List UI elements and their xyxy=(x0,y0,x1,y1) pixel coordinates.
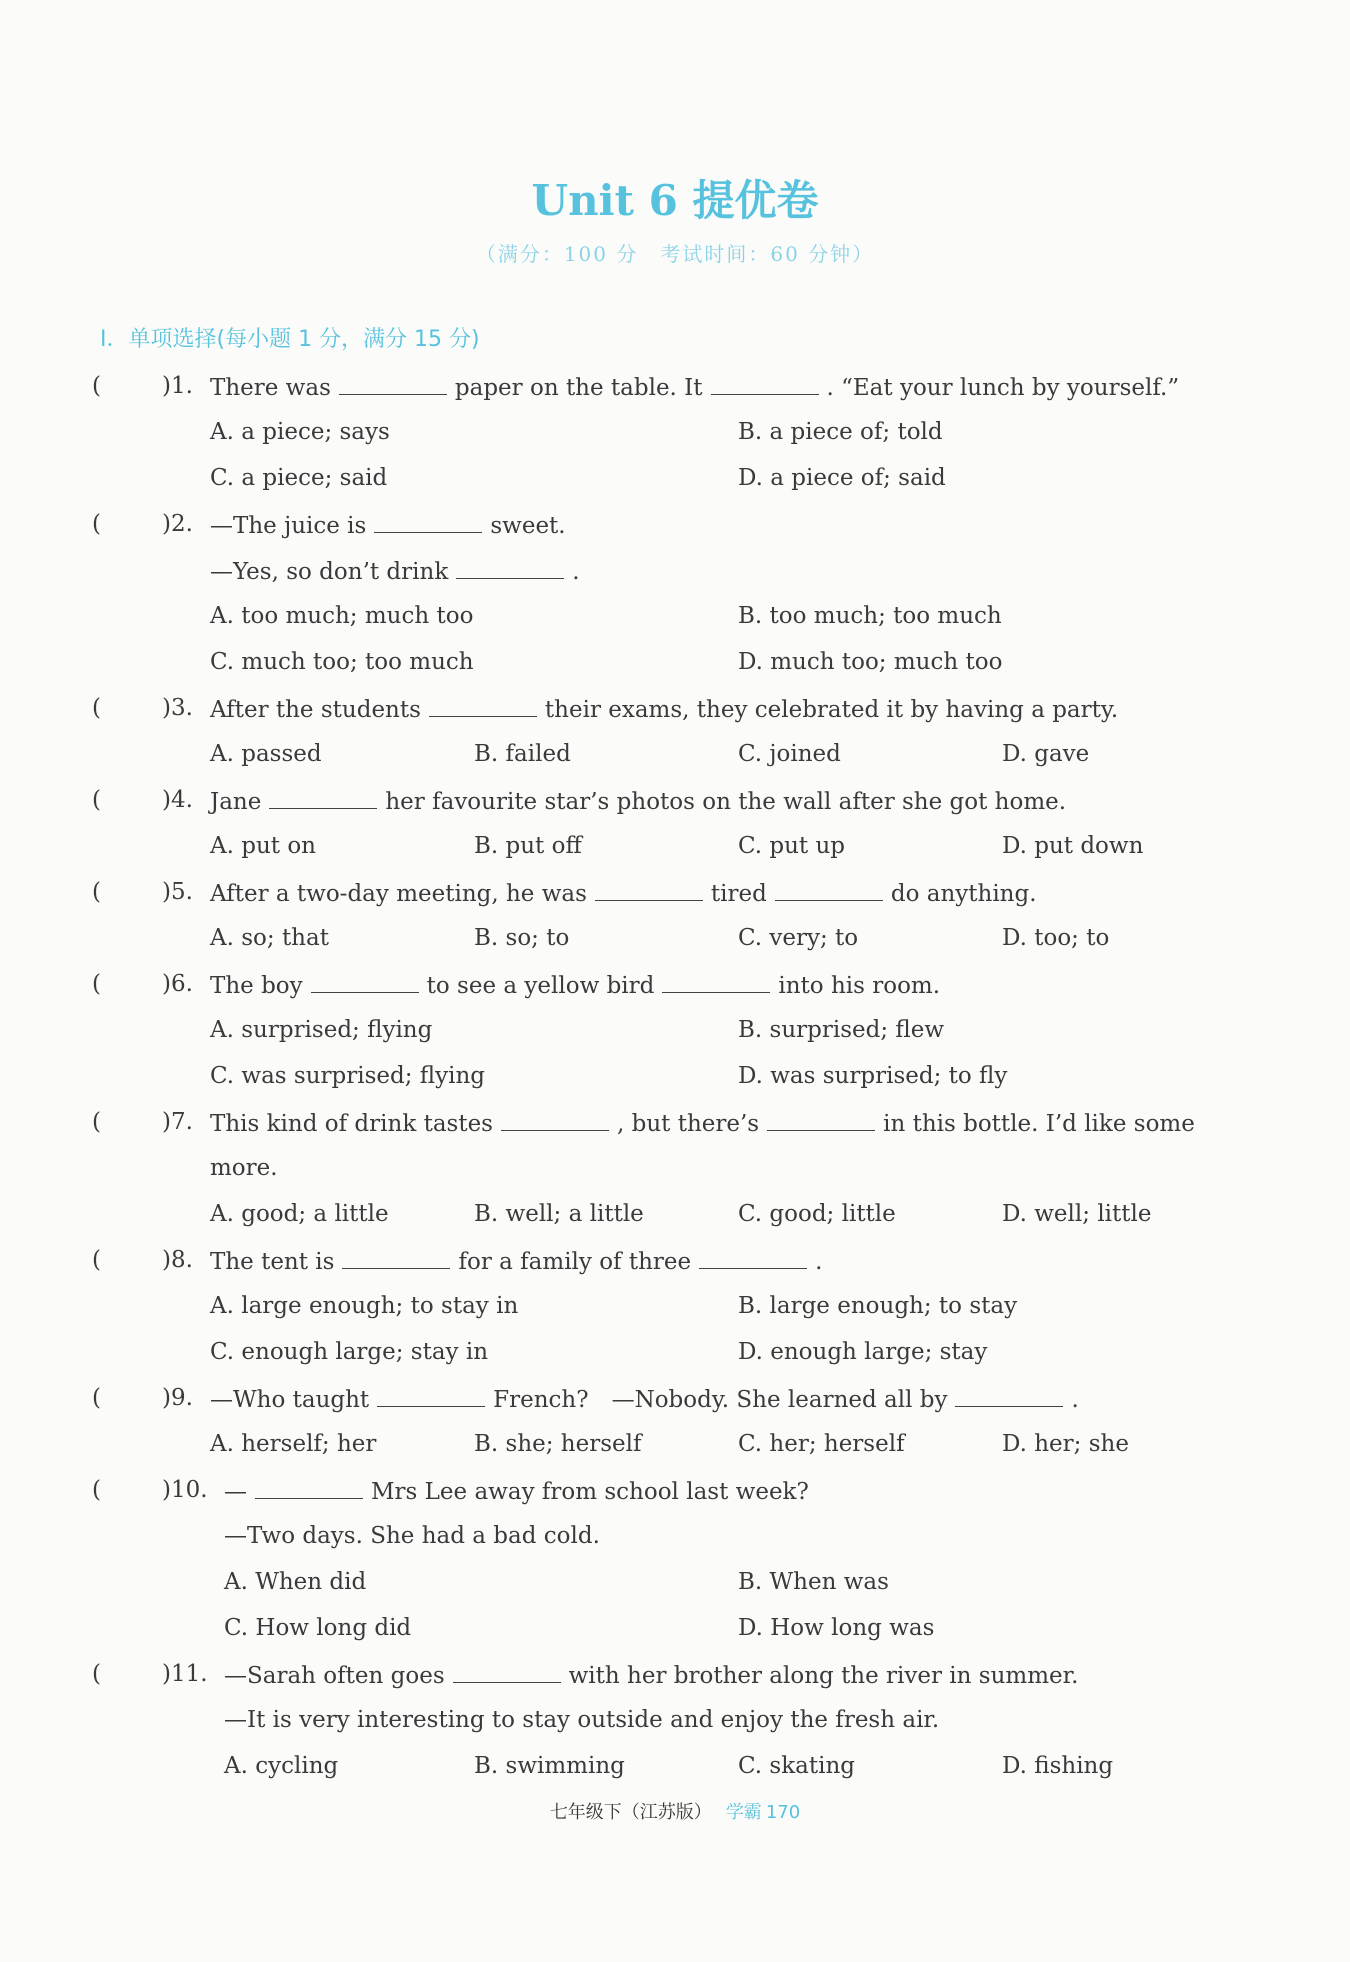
option-d[interactable]: D. fishing xyxy=(1002,1753,1114,1779)
answer-paren: ( xyxy=(92,1109,101,1135)
option-a[interactable]: A. surprised; flying xyxy=(210,1017,433,1043)
option-a[interactable]: A. large enough; to stay in xyxy=(210,1293,519,1319)
option-a[interactable]: A. so; that xyxy=(210,925,329,951)
answer-blank[interactable] xyxy=(711,368,819,395)
option-d[interactable]: D. gave xyxy=(1002,741,1090,767)
option-d[interactable]: D. much too; much too xyxy=(738,649,1003,675)
option-a[interactable]: A. too much; much too xyxy=(210,603,474,629)
option-d[interactable]: D. too; to xyxy=(1002,925,1110,951)
question-number: )4. xyxy=(162,787,193,813)
answer-paren: ( xyxy=(92,695,101,721)
footer-grade: 七年级下（江苏版） xyxy=(549,1802,712,1823)
answer-paren: ( xyxy=(92,1661,101,1687)
option-a[interactable]: A. put on xyxy=(210,833,316,859)
page-title: Unit 6 提优卷 xyxy=(531,176,819,225)
question-text: This kind of drink tastes , but there’s in this bottle. I’d like some xyxy=(210,1104,1195,1142)
option-a[interactable]: A. passed xyxy=(210,741,322,767)
answer-paren: ( xyxy=(92,1385,101,1411)
answer-blank[interactable] xyxy=(456,552,564,579)
answer-paren: ( xyxy=(92,373,101,399)
option-c[interactable]: C. skating xyxy=(738,1753,855,1779)
question-text: —Who taught French? —Nobody. She learned all by . xyxy=(210,1380,1079,1418)
answer-blank[interactable] xyxy=(429,690,537,717)
option-d[interactable]: D. a piece of; said xyxy=(738,465,946,491)
answer-blank[interactable] xyxy=(311,966,419,993)
question-text: —Sarah often goes with her brother along the river in summer. xyxy=(224,1656,1078,1694)
option-a[interactable]: A. good; a little xyxy=(210,1201,389,1227)
answer-blank[interactable] xyxy=(269,782,377,809)
option-c[interactable]: C. was surprised; flying xyxy=(210,1063,486,1089)
option-b[interactable]: B. well; a little xyxy=(474,1201,644,1227)
page-footer xyxy=(0,1798,1350,1824)
question-number: )6. xyxy=(162,971,193,997)
option-c[interactable]: C. How long did xyxy=(224,1615,412,1641)
option-b[interactable]: B. large enough; to stay xyxy=(738,1293,1018,1319)
question-line-2: —Yes, so don’t drink . xyxy=(210,552,580,590)
answer-blank[interactable] xyxy=(955,1380,1063,1407)
answer-blank[interactable] xyxy=(767,1104,875,1131)
question-9 xyxy=(92,1380,1292,1416)
answer-blank[interactable] xyxy=(775,874,883,901)
option-c[interactable]: C. a piece; said xyxy=(210,465,388,491)
question-1 xyxy=(92,368,1292,404)
question-text: After a two-day meeting, he was tired do anything. xyxy=(210,874,1037,912)
option-d[interactable]: D. her; she xyxy=(1002,1431,1129,1457)
question-3 xyxy=(92,690,1292,726)
question-11 xyxy=(92,1656,1292,1692)
answer-blank[interactable] xyxy=(453,1656,561,1683)
option-b[interactable]: B. swimming xyxy=(474,1753,625,1779)
option-a[interactable]: A. a piece; says xyxy=(210,419,390,445)
question-line-2: —It is very interesting to stay outside and enjoy the fresh air. xyxy=(224,1707,940,1733)
question-text: The tent is for a family of three . xyxy=(210,1242,822,1280)
option-b[interactable]: B. so; to xyxy=(474,925,570,951)
question-number: )1. xyxy=(162,373,193,399)
question-text: There was paper on the table. It . “Eat your lunch by yourself.” xyxy=(210,368,1179,406)
option-c[interactable]: C. much too; too much xyxy=(210,649,474,675)
option-d[interactable]: D. well; little xyxy=(1002,1201,1152,1227)
question-number: )10. xyxy=(162,1477,208,1503)
section-heading: Ⅰ．单项选择(每小题 1 分，满分 15 分) xyxy=(100,327,480,352)
question-number: )2. xyxy=(162,511,193,537)
answer-blank[interactable] xyxy=(374,506,482,533)
answer-paren: ( xyxy=(92,1247,101,1273)
question-text: Jane her favourite star’s photos on the wall after she got home. xyxy=(210,782,1066,820)
option-c[interactable]: C. her; herself xyxy=(738,1431,905,1457)
question-number: )5. xyxy=(162,879,193,905)
question-number: )11. xyxy=(162,1661,208,1687)
answer-paren: ( xyxy=(92,1477,101,1503)
page-subtitle: （满分：100 分 考试时间：60 分钟） xyxy=(475,242,875,266)
question-number: )9. xyxy=(162,1385,193,1411)
option-c[interactable]: C. joined xyxy=(738,741,841,767)
question-line-2: —Two days. She had a bad cold. xyxy=(224,1523,600,1549)
question-text: — Mrs Lee away from school last week? xyxy=(224,1472,809,1510)
answer-blank[interactable] xyxy=(342,1242,450,1269)
question-10 xyxy=(92,1472,1292,1508)
option-b[interactable]: B. a piece of; told xyxy=(738,419,943,445)
answer-blank[interactable] xyxy=(501,1104,609,1131)
option-b[interactable]: B. put off xyxy=(474,833,582,859)
answer-paren: ( xyxy=(92,971,101,997)
option-d[interactable]: D. enough large; stay xyxy=(738,1339,988,1365)
option-c[interactable]: C. enough large; stay in xyxy=(210,1339,489,1365)
answer-blank[interactable] xyxy=(595,874,703,901)
answer-blank[interactable] xyxy=(255,1472,363,1499)
question-text: —The juice is sweet. xyxy=(210,506,566,544)
option-b[interactable]: B. too much; too much xyxy=(738,603,1002,629)
option-a[interactable]: A. herself; her xyxy=(210,1431,377,1457)
question-number: )3. xyxy=(162,695,193,721)
option-b[interactable]: B. When was xyxy=(738,1569,889,1595)
option-c[interactable]: C. put up xyxy=(738,833,846,859)
answer-paren: ( xyxy=(92,511,101,537)
option-b[interactable]: B. failed xyxy=(474,741,571,767)
answer-paren: ( xyxy=(92,879,101,905)
option-b[interactable]: B. she; herself xyxy=(474,1431,642,1457)
answer-blank[interactable] xyxy=(699,1242,807,1269)
question-8 xyxy=(92,1242,1292,1278)
option-d[interactable]: D. was surprised; to fly xyxy=(738,1063,1008,1089)
footer-page-number: 170 xyxy=(765,1802,801,1823)
question-5 xyxy=(92,874,1292,910)
question-4 xyxy=(92,782,1292,818)
answer-blank[interactable] xyxy=(377,1380,485,1407)
question-number: )7. xyxy=(162,1109,193,1135)
option-a[interactable]: A. When did xyxy=(224,1569,367,1595)
option-b[interactable]: B. surprised; flew xyxy=(738,1017,945,1043)
question-2 xyxy=(92,506,1292,542)
answer-blank[interactable] xyxy=(662,966,770,993)
question-number: )8. xyxy=(162,1247,193,1273)
answer-blank[interactable] xyxy=(339,368,447,395)
option-a[interactable]: A. cycling xyxy=(224,1753,339,1779)
option-d[interactable]: D. put down xyxy=(1002,833,1144,859)
option-c[interactable]: C. very; to xyxy=(738,925,859,951)
question-7 xyxy=(92,1104,1292,1140)
footer-brand: 学霸 xyxy=(725,1802,762,1823)
question-line-2: more. xyxy=(210,1155,278,1181)
question-text: The boy to see a yellow bird into his room. xyxy=(210,966,940,1004)
question-6 xyxy=(92,966,1292,1002)
option-c[interactable]: C. good; little xyxy=(738,1201,896,1227)
question-text: After the students their exams, they celebrated it by having a party. xyxy=(210,690,1118,728)
answer-paren: ( xyxy=(92,787,101,813)
option-d[interactable]: D. How long was xyxy=(738,1615,935,1641)
